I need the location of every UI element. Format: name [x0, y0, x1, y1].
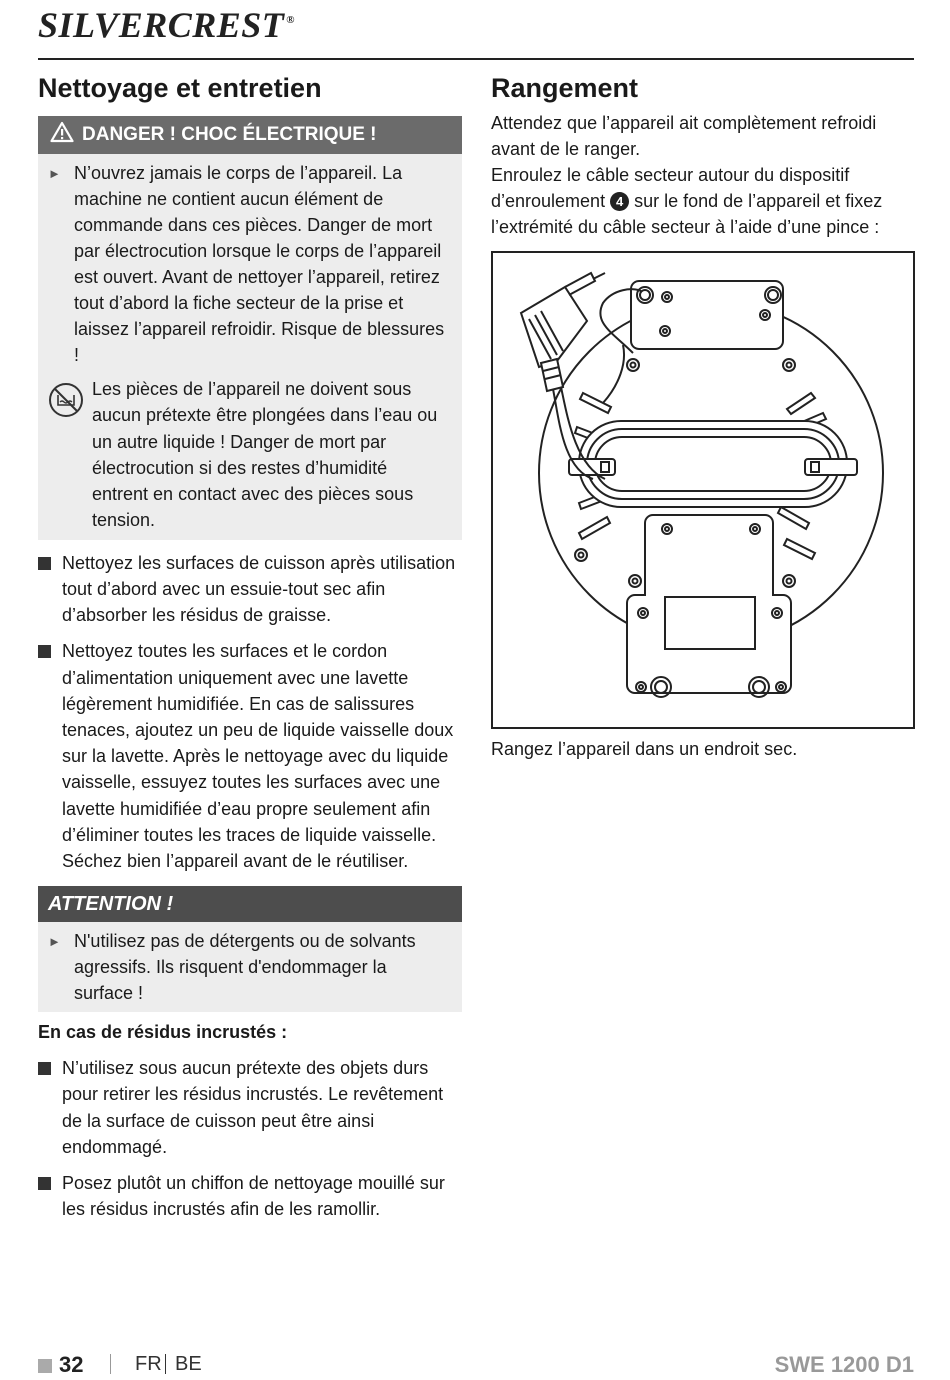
- cable-storage-illustration: [491, 251, 915, 729]
- page-footer: [38, 1352, 914, 1380]
- water-note: [48, 376, 448, 534]
- danger-heading-bar: [38, 116, 462, 154]
- no-immersion-icon: [48, 376, 92, 534]
- bullet-square-icon: [38, 1177, 51, 1190]
- brand-name: SILVERCREST: [38, 5, 285, 45]
- list-item-text: N’utilisez sous aucun prétexte des objets durs pour retirer les résidus incrustés. Le revêtement de la surface de cuisson peut être ainsi endommagé.: [62, 1058, 444, 1157]
- list-item: [38, 1170, 462, 1222]
- pointer-arrow-icon: ►: [48, 166, 61, 181]
- model-number: SWE 1200 D1: [774, 1352, 914, 1377]
- footer-divider: [110, 1354, 111, 1374]
- language-code: FR: [135, 1353, 162, 1375]
- danger-box: [38, 154, 462, 540]
- danger-heading: DANGER ! CHOC ÉLECTRIQUE !: [82, 124, 377, 145]
- attention-heading: ATTENTION !: [48, 892, 174, 915]
- bullet-square-icon: [38, 1062, 51, 1075]
- danger-bullet: [48, 160, 448, 368]
- list-item-text: Posez plutôt un chiffon de nettoyage mouillé sur les résidus incrustés afin de les ramollir.: [62, 1173, 445, 1220]
- water-note-text: Les pièces de l’appareil ne doivent sous aucun prétexte être plongées dans l’eau ou un autre liquide ! Danger de mort par électrocution si des restes d’humidité entrent en contact avec des pièces sous tension.: [92, 379, 438, 531]
- danger-bullet-text: N’ouvrez jamais le corps de l’appareil. La machine ne contient aucun élément de commande dans ces pièces. Danger de mort par électrocution lorsque le corps de l’appareil est ouvert. Avant de nettoyer l’appareil, retirez tout d’abord la fiche secteur de la prise et laissez l’appareil refroidir. Risque de blessures !: [74, 163, 445, 365]
- part-number-badge: 4: [610, 192, 629, 211]
- footer-divider: [165, 1354, 166, 1374]
- list-item: [38, 638, 462, 874]
- storage-para-2-end: sur le fond de l’appareil et fixez l’extrémité du câble secteur à l’aide d’une pince :: [491, 191, 883, 237]
- list-item: [38, 1055, 462, 1160]
- section-title-storage: Rangement: [491, 73, 639, 103]
- residue-heading: En cas de résidus incrustés :: [38, 1022, 288, 1043]
- attention-heading-bar: [38, 886, 462, 922]
- page-number: 32: [59, 1352, 84, 1377]
- list-item: [38, 550, 462, 629]
- footer-square-icon: [38, 1359, 52, 1373]
- right-column: [491, 66, 915, 762]
- brand-logo: [38, 4, 295, 46]
- list-item-text: Nettoyez les surfaces de cuisson après utilisation tout d’abord avec un essuie-tout sec afin d’absorber les résidus de graisse.: [62, 552, 456, 626]
- storage-para-2-start: Enroulez le câble secteur autour du dispositif d’enroulement: [491, 165, 850, 211]
- attention-bullet: [48, 928, 448, 1006]
- left-column: [38, 66, 462, 1222]
- header-rule: [38, 58, 914, 60]
- storage-para-2: [491, 162, 915, 240]
- section-title-cleaning: Nettoyage et entretien: [38, 73, 322, 103]
- attention-bullet-text: N'utilisez pas de détergents ou de solvants agressifs. Ils risquent d'endommager la surface !: [74, 931, 416, 1004]
- figure-caption: Rangez l’appareil dans un endroit sec.: [491, 739, 798, 759]
- bullet-square-icon: [38, 645, 51, 658]
- attention-box: [38, 922, 462, 1012]
- bullet-square-icon: [38, 557, 51, 570]
- list-item-text: Nettoyez toutes les surfaces et le cordon d’alimentation uniquement avec une lavette légèrement humidifiée. En cas de salissures tenaces, ajoutez un peu de liquide vaisselle doux sur la lavette. Après le nettoyage avec du liquide vaisselle, essuyez toutes les surfaces avec une lavette humidifiée d’eau propre seulement afin d’éliminer toutes les traces de liquide vaisselle. Séchez bien l’appareil avant de le réutiliser.: [62, 641, 454, 872]
- warning-triangle-icon: [50, 121, 82, 149]
- pointer-arrow-icon: ►: [48, 934, 61, 950]
- country-code: BE: [175, 1353, 202, 1375]
- registered-mark: ®: [286, 14, 295, 26]
- storage-para-1: Attendez que l’appareil ait complètement refroidi avant de le ranger.: [491, 113, 877, 159]
